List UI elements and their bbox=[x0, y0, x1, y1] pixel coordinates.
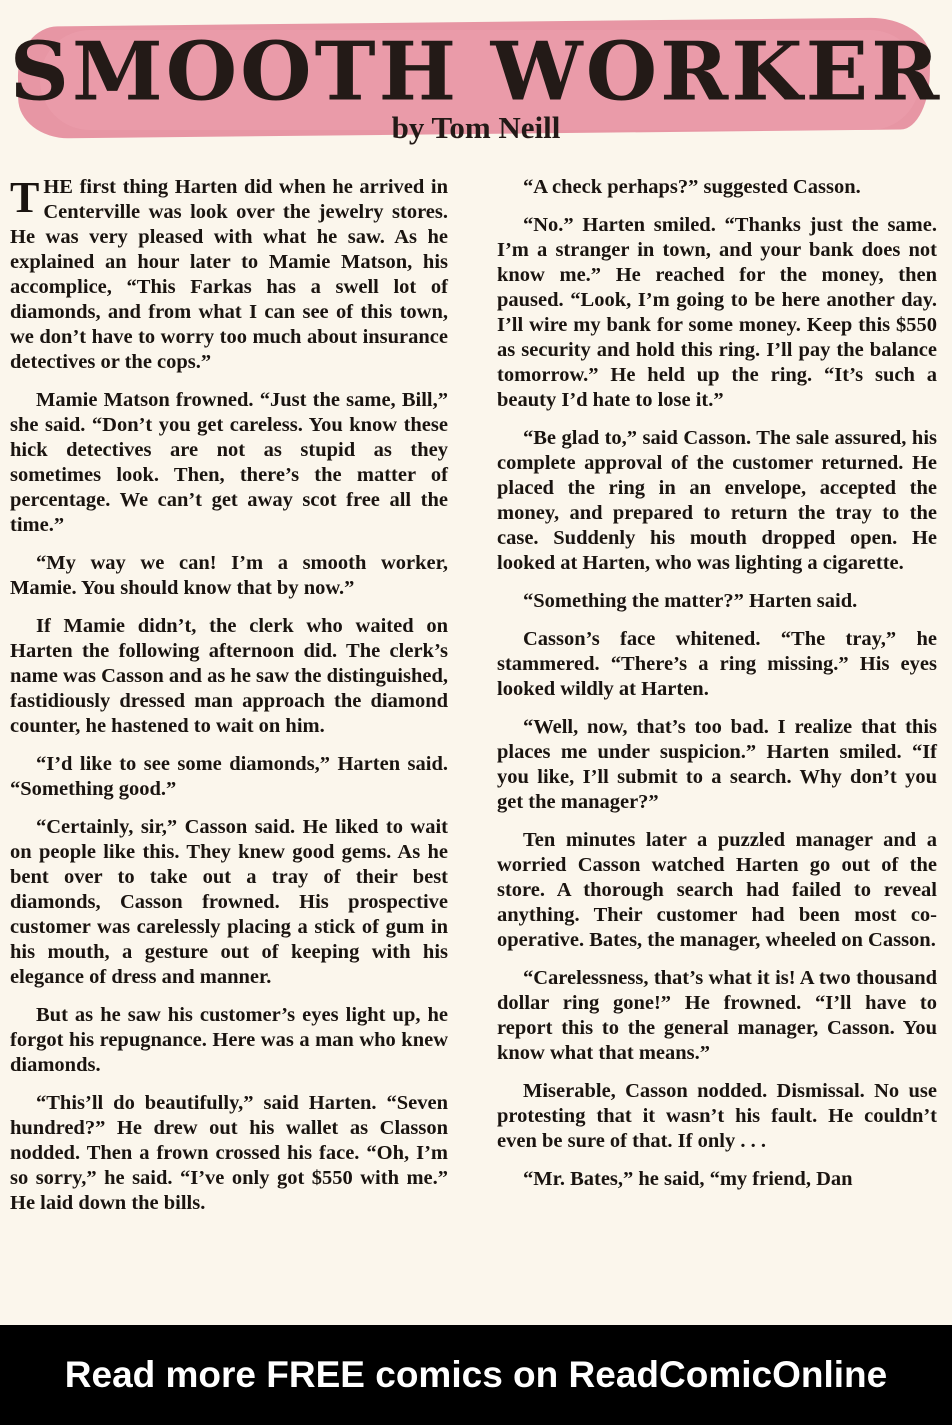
left-column bbox=[10, 175, 448, 1229]
title-area bbox=[0, 0, 952, 180]
right-column bbox=[497, 175, 937, 1205]
story-title: SMOOTH WORKER bbox=[9, 24, 943, 120]
paragraph: “This’ll do beautifully,” said Harten. “Seven hundred?” He drew out his wallet as Classon nodded. Then a frown crossed his face. “Oh, I’m so sorry,” he said. “I’ve only got $550 with me.” He laid down the bills. bbox=[10, 1092, 448, 1214]
paragraph: Miserable, Casson nodded. Dismissal. No use protesting that it wasn’t his fault. He couldn’t even be sure of that. If only . . . bbox=[497, 1080, 937, 1152]
paragraph: Ten minutes later a puzzled manager and a worried Casson watched Harten go out of the store. A thorough search had failed to reveal anything. Their customer had been most co-operative. Bates, the manager, wheeled on Casson. bbox=[497, 829, 937, 951]
paragraph: “I’d like to see some diamonds,” Harten said. “Something good.” bbox=[10, 753, 448, 800]
paragraph: “Something the matter?” Harten said. bbox=[523, 590, 858, 612]
paragraph: “A check perhaps?” suggested Casson. bbox=[523, 176, 861, 198]
paragraph: But as he saw his customer’s eyes light up, he forgot his repugnance. Here was a man who knew diamonds. bbox=[10, 1004, 448, 1076]
drop-cap: T bbox=[10, 173, 40, 222]
paragraph: “Be glad to,” said Casson. The sale assured, his complete approval of the customer returned. He placed the ring in an envelope, accepted the money, and prepared to return the tray to the case. Suddenly his mouth dropped open. He looked at Harten, who was lighting a cigarette. bbox=[497, 427, 937, 574]
paragraph: “Well, now, that’s too bad. I realize that this places me under suspicion.” Harten smiled. “If you like, I’ll submit to a search. Why don’t you get the manager?” bbox=[497, 716, 937, 813]
byline: by Tom Neill bbox=[391, 110, 561, 145]
paragraph: THE first thing Harten did when he arrived in Centerville was look over the jewelry stores. He was very pleased with what he saw. As he explained an hour later to Mamie Matson, his accomplice, “This Farkas has a swell lot of diamonds, and from what I can see of this town, we don’t have to worry too much about insurance detectives or the cops.” bbox=[10, 173, 448, 373]
paragraph: “Carelessness, that’s what it is! A two thousand dollar ring gone!” He frowned. “I’ll have to report this to the general manager, Casson. You know what that means.” bbox=[497, 967, 937, 1064]
paragraph: “Mr. Bates,” he said, “my friend, Dan bbox=[523, 1168, 853, 1190]
paragraph: Casson’s face whitened. “The tray,” he stammered. “There’s a ring missing.” His eyes looked wildly at Harten. bbox=[497, 628, 937, 700]
paragraph: Mamie Matson frowned. “Just the same, Bill,” she said. “Don’t you get careless. You know these hick detectives are not as stupid as they sometimes look. Then, there’s the matter of percentage. We can’t get away scot free all the time.” bbox=[10, 389, 448, 536]
paragraph: If Mamie didn’t, the clerk who waited on Harten the following afternoon did. The clerk’s name was Casson and as he saw the distinguished, fastidiously dressed man approach the diamond counter, he hastened to wait on him. bbox=[10, 615, 449, 737]
paragraph: “My way we can! I’m a smooth worker, Mamie. You should know that by now.” bbox=[10, 552, 448, 599]
paragraph: “Certainly, sir,” Casson said. He liked to wait on people like this. They knew good gems. As he bent over to take out a tray of their best diamonds, Casson frowned. His prospective customer was carelessly placing a stick of gum in his mouth, a gesture out of keeping with his elegance of dress and manner. bbox=[10, 816, 448, 988]
footer-banner[interactable]: Read more FREE comics on ReadComicOnline bbox=[0, 1325, 952, 1425]
paragraph: “No.” Harten smiled. “Thanks just the same. I’m a stranger in town, and your bank does not know me.” He reached for the money, then paused. “Look, I’m going to be here another day. I’ll wire my bank for some money. Keep this $550 as security and hold this ring. I’ll pay the balance tomorrow.” He held up the ring. “It’s such a beauty I’d hate to lose it.” bbox=[497, 214, 937, 411]
